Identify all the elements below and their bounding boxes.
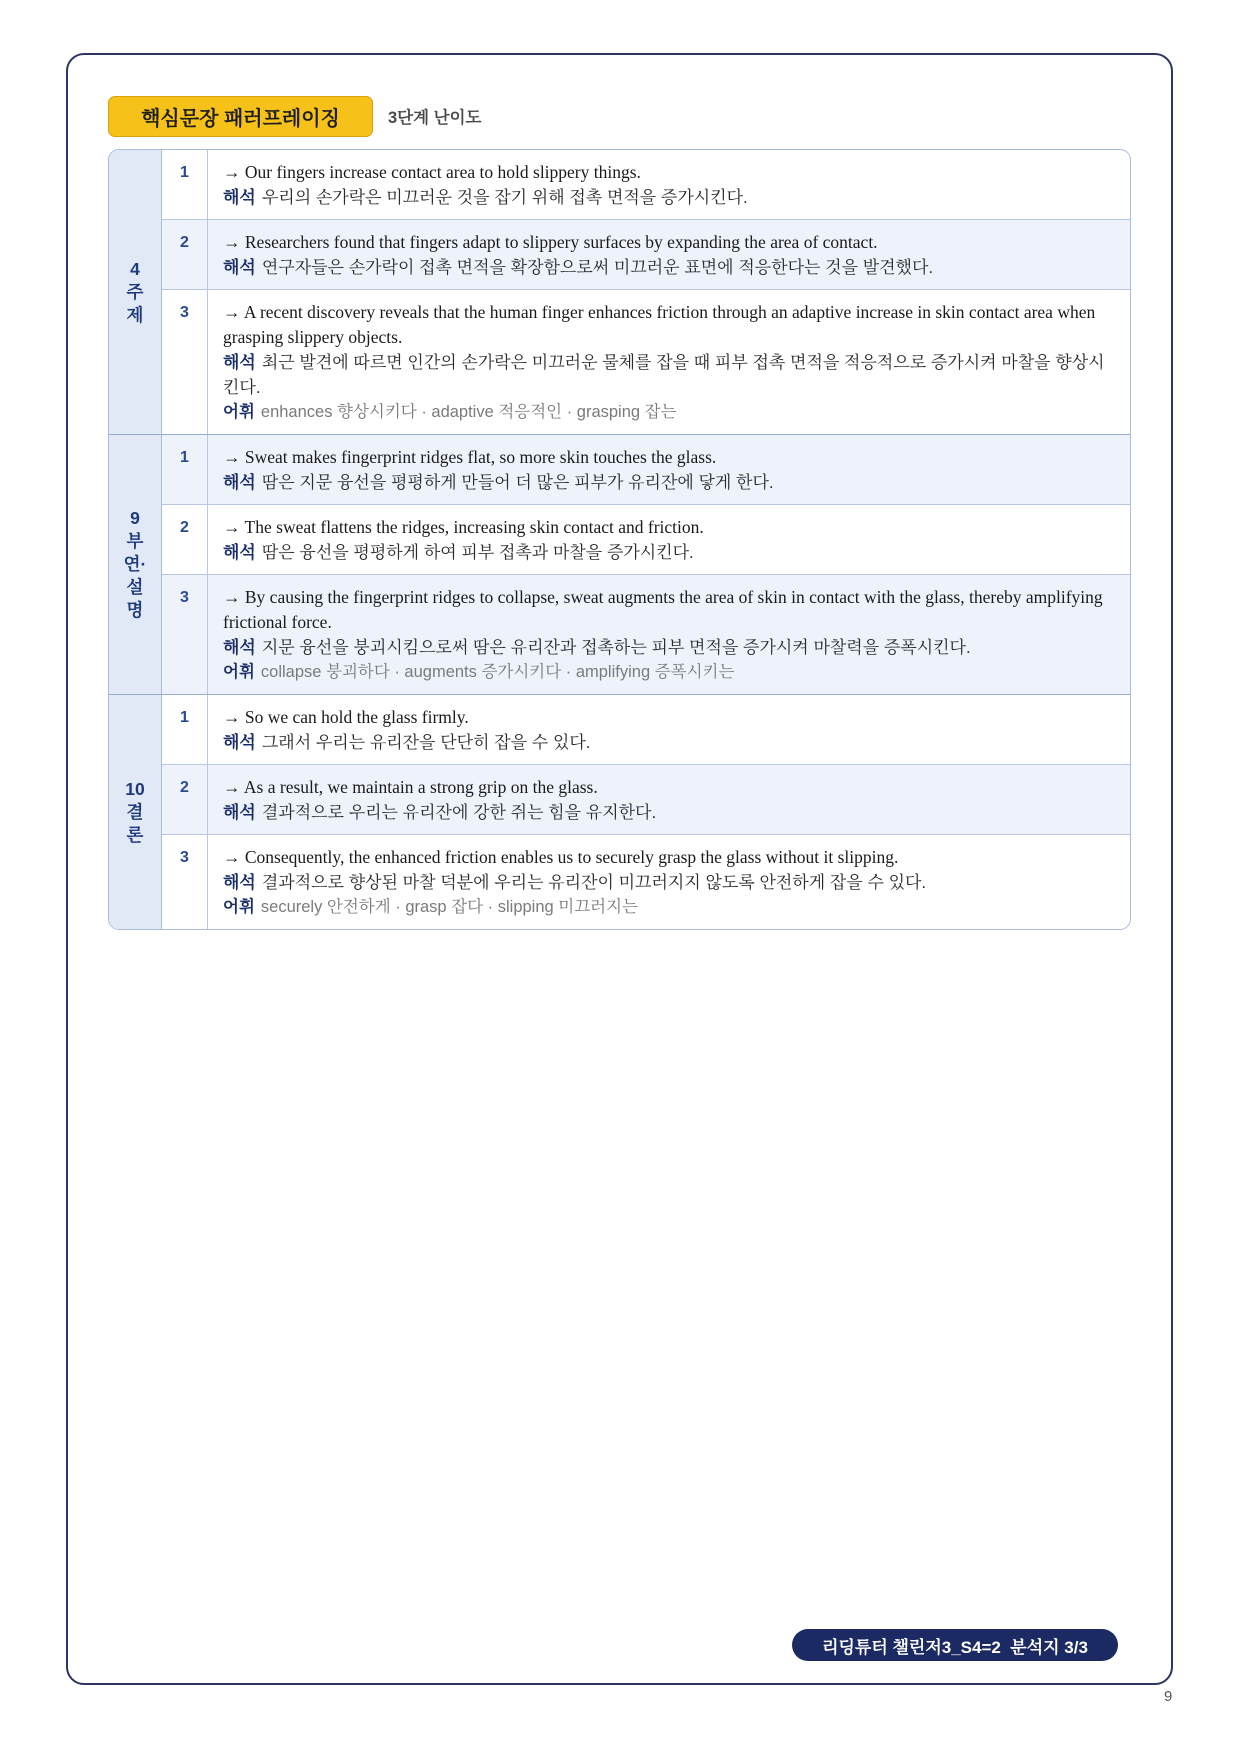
translation-text: 우리의 손가락은 미끄러운 것을 잡기 위해 접촉 면적을 증가시킨다.	[261, 188, 748, 207]
section-label-line: 제	[126, 304, 144, 325]
row-content	[208, 834, 1130, 929]
row-content	[208, 695, 1130, 764]
section-label	[109, 695, 162, 929]
section-label-line: 론	[126, 824, 144, 845]
translation-line	[223, 730, 1116, 755]
translation-text: 땀은 지문 융선을 평평하게 만들어 더 많은 피부가 유리잔에 닿게 한다.	[261, 473, 774, 492]
vocab-line	[223, 660, 1116, 685]
section-label-line: 명	[126, 600, 144, 620]
row-content	[208, 289, 1130, 434]
worksheet-footer-badge: 리딩튜터 챌린저3_S4=2 분석지 3/3	[792, 1629, 1118, 1661]
translation-line	[223, 635, 1116, 660]
translation-text: 결과적으로 향상된 마찰 덕분에 우리는 유리잔이 미끄러지지 않도록 안전하게 잡을 수 있다.	[261, 873, 927, 892]
vocab-text: securely 안전하게 · grasp 잡다 · slipping 미끄러지는	[260, 898, 638, 916]
translation-text: 땀은 융선을 평평하게 하여 피부 접촉과 마찰을 증가시킨다.	[261, 543, 694, 562]
row-number: 2	[162, 219, 208, 289]
translation-label: 해석	[223, 188, 256, 207]
paraphrase-table	[108, 149, 1131, 930]
english-paraphrase: → Researchers found that fingers adapt to slippery surfaces by expanding the area of contact.	[223, 232, 878, 252]
translation-line	[223, 470, 1116, 495]
vocab-text: collapse 붕괴하다 · augments 증가시키다 · amplifying 증폭시키는	[260, 663, 735, 681]
row-content	[208, 219, 1130, 289]
english-paraphrase: → So we can hold the glass firmly.	[223, 707, 469, 727]
section-label-line: 연·	[123, 554, 147, 574]
english-paraphrase: → The sweat flattens the ridges, increasing skin contact and friction.	[223, 517, 704, 537]
translation-text: 지문 융선을 붕괴시킴으로써 땀은 유리잔과 접촉하는 피부 면적을 증가시켜 마찰력을 증폭시킨다.	[261, 638, 971, 657]
translation-label: 해석	[223, 733, 256, 752]
row-number: 1	[162, 435, 208, 504]
row-content	[208, 574, 1130, 694]
translation-text: 결과적으로 우리는 유리잔에 강한 쥐는 힘을 유지한다.	[261, 803, 657, 822]
row-content	[208, 764, 1130, 834]
vocab-line	[223, 895, 1116, 920]
section-title-badge: 핵심문장 패러프레이징	[108, 96, 373, 137]
vocab-text: enhances 향상시키다 · adaptive 적응적인 · grasping 잡는	[260, 403, 677, 421]
translation-label: 해석	[223, 258, 256, 277]
english-paraphrase: → By causing the fingerprint ridges to collapse, sweat augments the area of skin in contact with the glass, thereby amplifying frictional force.	[223, 587, 1103, 632]
section-topic	[109, 150, 1130, 434]
row-number: 1	[162, 695, 208, 764]
section-label-line: 설	[126, 577, 144, 597]
translation-line	[223, 800, 1116, 825]
translation-line	[223, 185, 1116, 210]
row-number: 3	[162, 289, 208, 434]
translation-text: 최근 발견에 따르면 인간의 손가락은 미끄러운 물체를 잡을 때 피부 접촉 면적을 적응적으로 증가시켜 마찰을 향상시킨다.	[223, 353, 1105, 397]
section-label-line: 4	[130, 258, 140, 279]
english-paraphrase: → Our fingers increase contact area to hold slippery things.	[223, 162, 641, 182]
page-number: 9	[1164, 1688, 1173, 1705]
vocab-label: 어휘	[223, 663, 255, 681]
row-content	[208, 435, 1130, 504]
translation-line	[223, 870, 1116, 895]
section-label	[109, 435, 162, 694]
english-paraphrase: → As a result, we maintain a strong grip on the glass.	[223, 777, 598, 797]
vocab-label: 어휘	[223, 403, 255, 421]
translation-label: 해석	[223, 803, 256, 822]
translation-line	[223, 350, 1116, 400]
section-label-line: 9	[130, 508, 140, 528]
translation-label: 해석	[223, 873, 256, 892]
row-number: 2	[162, 504, 208, 574]
section-conclusion	[109, 694, 1130, 929]
translation-text: 그래서 우리는 유리잔을 단단히 잡을 수 있다.	[261, 733, 591, 752]
section-label	[109, 150, 162, 434]
section-label-line: 주	[126, 281, 144, 302]
row-content	[208, 150, 1130, 219]
row-number: 1	[162, 150, 208, 219]
section-label-line: 10	[125, 778, 145, 799]
section-supporting-explanation	[109, 434, 1130, 694]
section-label-line: 부	[126, 531, 144, 551]
translation-line	[223, 540, 1116, 565]
translation-label: 해석	[223, 638, 256, 657]
english-paraphrase: → Sweat makes fingerprint ridges flat, so more skin touches the glass.	[223, 447, 717, 467]
translation-text: 연구자들은 손가락이 접촉 면적을 확장함으로써 미끄러운 표면에 적응한다는 것을 발견했다.	[261, 258, 934, 277]
row-number: 3	[162, 574, 208, 694]
section-label-line: 결	[126, 801, 144, 822]
vocab-line	[223, 400, 1116, 425]
translation-line	[223, 255, 1116, 280]
row-content	[208, 504, 1130, 574]
row-number: 2	[162, 764, 208, 834]
row-number: 3	[162, 834, 208, 929]
english-paraphrase: → A recent discovery reveals that the human finger enhances friction through an adaptive increase in skin contact area when grasping slippery objects.	[223, 302, 1096, 347]
vocab-label: 어휘	[223, 898, 255, 916]
english-paraphrase: → Consequently, the enhanced friction enables us to securely grasp the glass without it slipping.	[223, 847, 899, 867]
translation-label: 해석	[223, 543, 256, 562]
difficulty-level: 3단계 난이도	[388, 109, 482, 127]
translation-label: 해석	[223, 473, 256, 492]
translation-label: 해석	[223, 353, 256, 372]
